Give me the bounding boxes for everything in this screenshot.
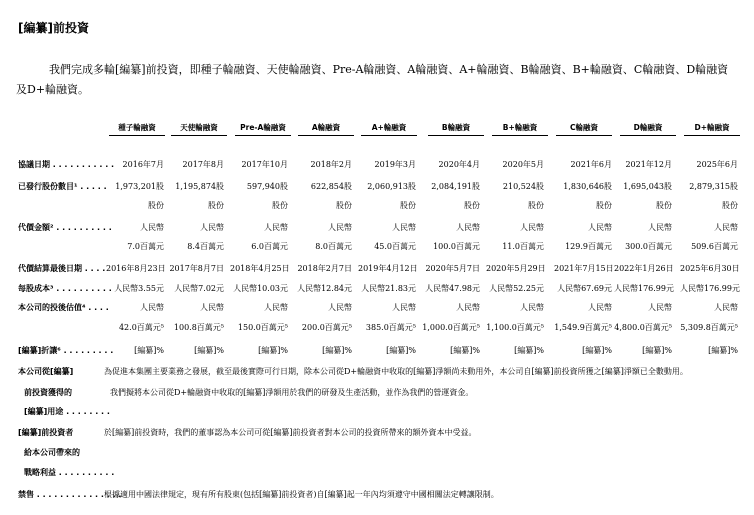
table-cell: [編纂]%	[386, 346, 416, 355]
table-cell: 1,549.9百萬元⁵	[554, 323, 612, 332]
table-cell: 2020年5月7日	[425, 264, 480, 273]
column-header-rule	[492, 135, 548, 136]
table-cell: 6.0百萬元	[251, 242, 288, 251]
intro-paragraph: 我們完成多輪[編纂]前投資，即種子輪融資、天使輪融資、Pre-A輪融資、A輪融資、A+輪融資、B輪融資、B+輪融資、C輪融資、D輪融資及D+輪融資。	[16, 63, 729, 96]
note-label-strategic-benefits: [編纂]前投資者	[18, 428, 74, 437]
table-cell: 300.0百萬元	[625, 242, 672, 251]
table-cell: 2,879,315股	[689, 182, 738, 191]
column-header: A輪融資	[311, 123, 341, 132]
table-cell: 人民幣	[588, 303, 612, 312]
table-cell: 100.8百萬元⁵	[173, 323, 224, 332]
column-header: D輪融資	[633, 123, 663, 132]
table-cell: 1,100.0百萬元⁵	[486, 323, 544, 332]
note-text-use-of-proceeds: 為促進本集團主要業務之發展，截至最後實際可行日期，除本公司從D+輪融資中收取的[編纂]淨額尚未動用外，本公司自[編纂]前投資所獲之[編纂]淨額已全數動用。	[104, 367, 688, 376]
table-cell: 100.0百萬元	[433, 242, 480, 251]
column-header: B輪融資	[441, 123, 471, 132]
table-cell: 597,940股	[246, 182, 288, 191]
table-cell: 2017年8月	[182, 160, 224, 169]
column-header: Pre-A輪融資	[240, 123, 286, 132]
table-cell: 股份	[208, 201, 224, 210]
table-cell: 股份	[528, 201, 544, 210]
table-cell: 人民幣67.69元	[557, 284, 612, 293]
table-cell: 1,973,201股	[115, 182, 164, 191]
column-header-rule	[109, 135, 165, 136]
table-cell: 2016年8月23日	[106, 264, 166, 273]
column-header-rule	[298, 135, 354, 136]
table-cell: 2017年10月	[241, 160, 288, 169]
table-cell: [編纂]%	[450, 346, 480, 355]
table-cell: 2020年5月29日	[486, 264, 546, 273]
table-cell: [編纂]%	[322, 346, 352, 355]
table-cell: 人民幣10.03元	[233, 284, 288, 293]
table-cell: 4,800.0百萬元⁵	[614, 323, 672, 332]
table-cell: 42.0百萬元⁵	[118, 323, 164, 332]
table-cell: 人民幣47.98元	[425, 284, 480, 293]
table-cell: 人民幣7.02元	[174, 284, 224, 293]
table-cell: 股份	[336, 201, 352, 210]
note-text-strategic-benefits: 於[編纂]前投資時，我們的董事認為本公司可從[編纂]前投資者對本公司的投資所帶來的額外資本中受益。	[104, 428, 477, 437]
table-cell: 2020年5月	[502, 160, 544, 169]
column-header-rule	[620, 135, 676, 136]
column-header-rule	[171, 135, 227, 136]
table-cell: 股份	[464, 201, 480, 210]
table-cell: 1,830,646股	[563, 182, 612, 191]
table-cell: 8.0百萬元	[315, 242, 352, 251]
column-header-rule	[684, 135, 740, 136]
row-label-consideration: 代價金額² . . . . . . . . . .	[18, 223, 112, 232]
table-cell: 2021年12月	[625, 160, 672, 169]
table-cell: [編纂]%	[194, 346, 224, 355]
table-cell: 人民幣12.84元	[297, 284, 352, 293]
table-cell: 人民幣	[456, 303, 480, 312]
table-cell: 7.0百萬元	[127, 242, 164, 251]
table-cell: 人民幣	[392, 223, 416, 232]
note-label-strategic-benefits: 給本公司帶來的	[24, 448, 80, 457]
table-cell: 1,000.0百萬元⁵	[422, 323, 480, 332]
table-cell: 人民幣21.83元	[361, 284, 416, 293]
table-cell: 人民幣	[200, 223, 224, 232]
table-cell: 人民幣	[140, 223, 164, 232]
table-cell: 2018年2月7日	[297, 264, 352, 273]
table-cell: 2,060,913股	[367, 182, 416, 191]
table-cell: 2016年7月	[122, 160, 164, 169]
table-cell: [編纂]%	[642, 346, 672, 355]
table-cell: 622,854股	[310, 182, 352, 191]
table-cell: 人民幣	[392, 303, 416, 312]
table-cell: 人民幣3.55元	[114, 284, 164, 293]
table-cell: 2025年6月30日	[680, 264, 740, 273]
table-cell: 人民幣	[520, 303, 544, 312]
table-cell: 11.0百萬元	[502, 242, 544, 251]
note-text-use-of-proceeds: 我們擬將本公司從D+輪融資中收取的[編纂]淨額用於我們的研發及生產活動，並作為我們的營運資金。	[110, 388, 474, 397]
column-header-rule	[235, 135, 291, 136]
column-header: C輪融資	[569, 123, 598, 132]
row-label-valuation: 本公司的投後估值⁴ . . . .	[18, 303, 109, 312]
table-cell: 股份	[148, 201, 164, 210]
row-label-agreement-date: 協議日期 . . . . . . . . . . .	[18, 160, 115, 169]
note-label-use-of-proceeds: [編纂]用途 . . . . . . . .	[24, 407, 110, 416]
table-cell: 45.0百萬元	[374, 242, 416, 251]
table-cell: 2020年4月	[438, 160, 480, 169]
column-header-rule	[556, 135, 612, 136]
table-cell: 人民幣	[264, 223, 288, 232]
column-header: B+輪融資	[502, 123, 538, 132]
table-cell: 人民幣	[588, 223, 612, 232]
table-cell: [編纂]%	[134, 346, 164, 355]
note-label-use-of-proceeds: 本公司從[編纂]	[18, 367, 74, 376]
row-label-settlement-date: 代價結算最後日期 . . . .	[18, 264, 106, 273]
table-cell: 385.0百萬元⁵	[365, 323, 416, 332]
note-label-strategic-benefits: 戰略利益 . . . . . . . . . .	[24, 468, 115, 477]
table-cell: 509.6百萬元	[691, 242, 738, 251]
table-cell: [編纂]%	[708, 346, 738, 355]
table-cell: 129.9百萬元	[565, 242, 612, 251]
table-cell: 200.0百萬元⁵	[301, 323, 352, 332]
section-heading: [編纂]前投資	[18, 21, 89, 35]
table-cell: 人民幣	[328, 223, 352, 232]
table-cell: 人民幣	[648, 223, 672, 232]
table-cell: [編纂]%	[258, 346, 288, 355]
table-cell: [編纂]%	[582, 346, 612, 355]
table-cell: 人民幣176.99元	[614, 284, 674, 293]
table-cell: 210,524股	[502, 182, 544, 191]
table-cell: [編纂]%	[514, 346, 544, 355]
row-label-cost-per-share: 每股成本³ . . . . . . . . . .	[18, 284, 112, 293]
table-cell: 人民幣	[200, 303, 224, 312]
note-label-lockup: 禁售 . . . . . . . . . . . . . . .	[18, 490, 122, 499]
row-label-shares-issued: 已發行股份數目¹ . . . . .	[18, 182, 107, 191]
row-label-discount: [編纂]折讓⁶ . . . . . . . . .	[18, 346, 114, 355]
table-cell: 2019年3月	[374, 160, 416, 169]
table-cell: 2017年8月7日	[169, 264, 224, 273]
column-header: D+輪融資	[694, 123, 730, 132]
table-cell: 人民幣	[648, 303, 672, 312]
table-cell: 人民幣52.25元	[489, 284, 544, 293]
table-cell: 1,695,043股	[623, 182, 672, 191]
table-cell: 2021年7月15日	[554, 264, 614, 273]
table-cell: 2,084,191股	[431, 182, 480, 191]
table-cell: 人民幣	[714, 303, 738, 312]
table-cell: 股份	[400, 201, 416, 210]
table-cell: 2021年6月	[570, 160, 612, 169]
table-cell: 人民幣	[264, 303, 288, 312]
table-cell: 8.4百萬元	[187, 242, 224, 251]
table-cell: 人民幣	[456, 223, 480, 232]
column-header: 天使輪融資	[180, 123, 218, 132]
table-cell: 1,195,874股	[175, 182, 224, 191]
table-cell: 人民幣	[714, 223, 738, 232]
table-cell: 股份	[656, 201, 672, 210]
column-header-rule	[361, 135, 417, 136]
table-cell: 人民幣	[140, 303, 164, 312]
table-cell: 人民幣	[328, 303, 352, 312]
table-cell: 2022年1月26日	[614, 264, 674, 273]
note-label-use-of-proceeds: 前投資獲得的	[24, 388, 72, 397]
table-cell: 股份	[596, 201, 612, 210]
table-cell: 2018年4月25日	[230, 264, 290, 273]
table-cell: 人民幣176.99元	[680, 284, 740, 293]
table-cell: 2018年2月	[310, 160, 352, 169]
note-text-lockup: 根據適用中國法律規定，現有所有股東(包括[編纂]前投資者)自[編纂]起一年內均須遵守中國相關法定轉讓限制。	[104, 490, 499, 499]
table-cell: 2025年6月	[696, 160, 738, 169]
column-header-rule	[428, 135, 484, 136]
column-header: A+輪融資	[371, 123, 407, 132]
table-cell: 人民幣	[520, 223, 544, 232]
table-cell: 5,309.8百萬元⁵	[680, 323, 738, 332]
table-cell: 150.0百萬元⁵	[237, 323, 288, 332]
table-cell: 股份	[722, 201, 738, 210]
column-header: 種子輪融資	[118, 123, 156, 132]
table-cell: 股份	[272, 201, 288, 210]
table-cell: 2019年4月12日	[358, 264, 418, 273]
